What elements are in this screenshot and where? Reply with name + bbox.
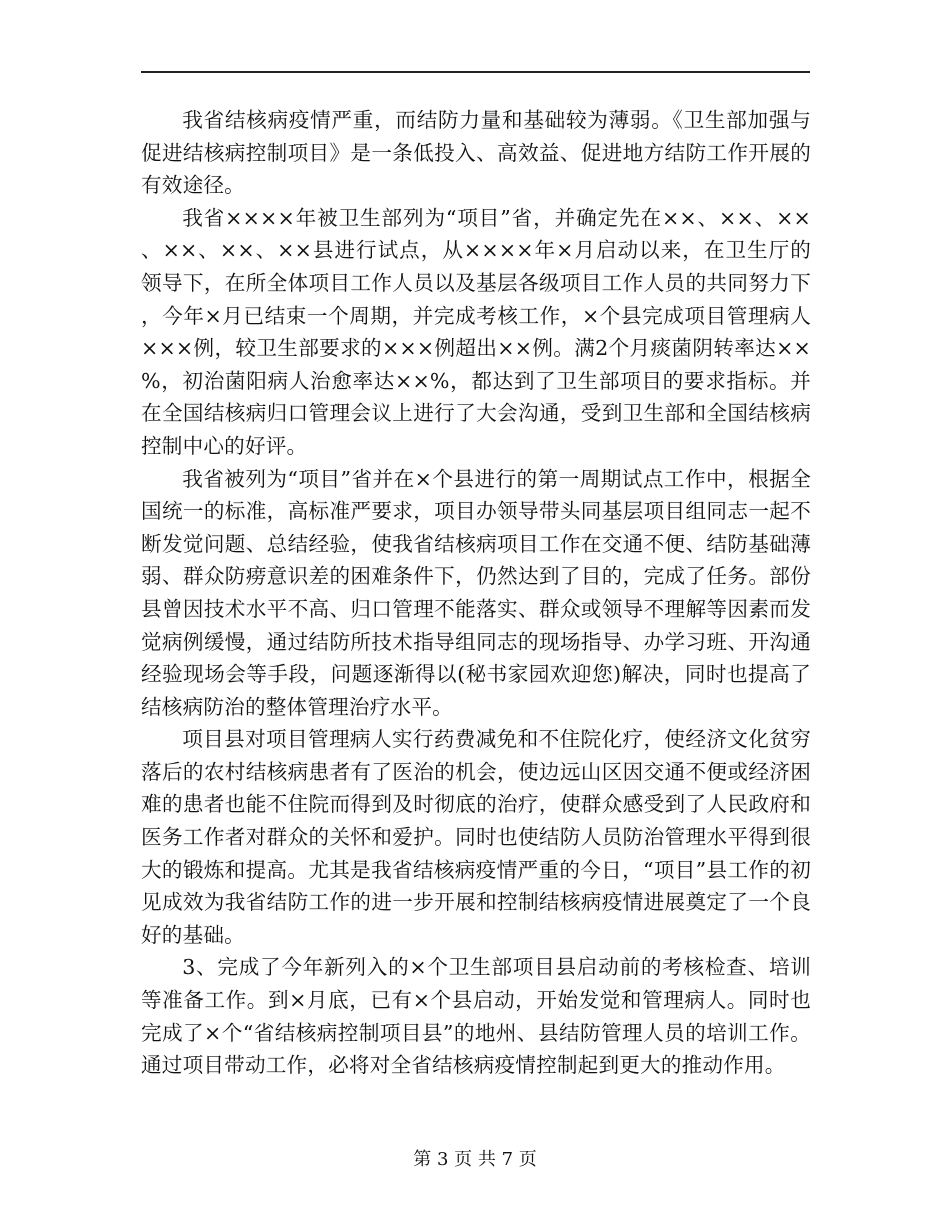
- header-rule: [141, 71, 810, 73]
- paragraph-intro: 我省结核病疫情严重，而结防力量和基础较为薄弱。《卫生部加强与促进结核病控制项目》是一条低投入、高效益、促进地方结防工作开展的有效途径。: [141, 108, 811, 198]
- paragraph-project-results: 我省××××年被卫生部列为“项目”省，并确定先在××、××、××、××、××、××县进行试点，从××××年×月启动以来，在卫生厅的领导下，在所全体项目工作人员以及基层各级项目工作人员的共同努力下，今年×月已结束一个周期，并完成考核工作，×个县完成项目管理病人×××例，较卫生部要求的×××例超出××例。满2个月痰菌阴转率达××%，初治菌阳病人治愈率达××%，都达到了卫生部项目的要求指标。并在全国结核病归口管理会议上进行了大会沟通，受到卫生部和全国结核病控制中心的好评。: [141, 205, 811, 458]
- page-number: 第 3 页 共 7 页: [413, 1149, 537, 1170]
- paragraph-new-counties: 3、完成了今年新列入的×个卫生部项目县启动前的考核检查、培训等准备工作。到×月底，已有×个县启动，开始发觉和管理病人。同时也完成了×个“省结核病控制项目县”的地州、县结防管理人员的培训工作。通过项目带动工作，必将对全省结核病疫情控制起到更大的推动作用。: [141, 955, 811, 1078]
- document-body: [141, 104, 811, 1082]
- paragraph-treatment-benefits: 项目县对项目管理病人实行药费减免和不住院化疗，使经济文化贫穷落后的农村结核病患者有了医治的机会，使边远山区因交通不便或经济困难的患者也能不住院而得到及时彻底的治疗，使群众感受到了人民政府和医务工作者对群众的关怀和爱护。同时也使结防人员防治管理水平得到很大的锻炼和提高。尤其是我省结核病疫情严重的今日，“项目”县工作的初见成效为我省结防工作的进一步开展和控制结核病疫情进展奠定了一个良好的基础。: [141, 727, 811, 947]
- paragraph-first-cycle: 我省被列为“项目”省并在×个县进行的第一周期试点工作中，根据全国统一的标准，高标准严要求，项目办领导带头同基层项目组同志一起不断发觉问题、总结经验，使我省结核病项目工作在交通不便、结防基础薄弱、群众防痨意识差的困难条件下，仍然达到了目的，完成了任务。部份县曾因技术水平不高、归口管理不能落实、群众或领导不理解等因素而发觉病例缓慢，通过结防所技术指导组同志的现场指导、办学习班、开沟通经验现场会等手段，问题逐渐得以(秘书家园欢迎您)解决，同时也提高了结核病防治的整体管理治疗水平。: [141, 466, 811, 719]
